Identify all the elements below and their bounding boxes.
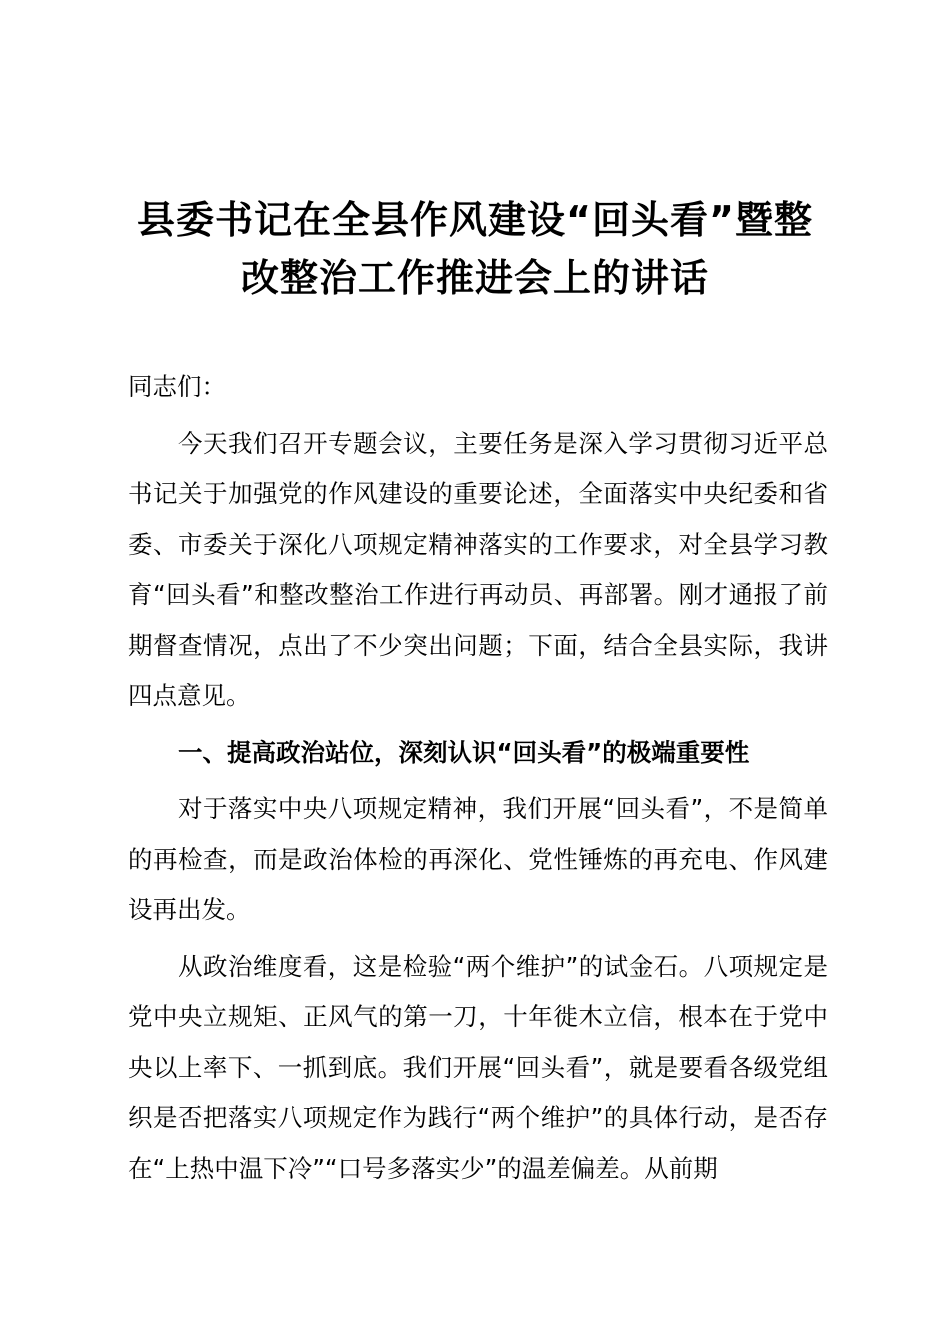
document-title: [120, 191, 830, 307]
paragraph-2: 从政治维度看，这是检验“两个维护”的试金石。八项规定是党中央立规矩、正风气的第一刀，十年徙木立信，根本在于党中央以上率下、一抓到底。我们开展“回头看”，就是要看各级党组织是否把落实八项规定作为践行“两个维护”的具体行动，是否存在“上热中温下冷”“口号多落实少”的温差偏差。从前期: [128, 951, 828, 1183]
greeting: 同志们：: [128, 372, 226, 401]
document-body: [128, 362, 828, 1194]
paragraph-1: 对于落实中央八项规定精神，我们开展“回头看”，不是简单的再检查，而是政治体检的再深化、党性锤炼的再充电、作风建设再出发。: [128, 794, 828, 924]
title-line-1: 县委书记在全县作风建设“回头看”暨整: [137, 198, 813, 242]
section-heading-1: 一、提高政治站位，深刻认识“回头看”的极端重要性: [178, 737, 750, 767]
title-line-2: 改整治工作推进会上的讲话: [240, 256, 709, 300]
paragraph-intro: 今天我们召开专题会议，主要任务是深入学习贯彻习近平总书记关于加强党的作风建设的重要论述，全面落实中央纪委和省委、市委关于深化八项规定精神落实的工作要求，对全县学习教育“回头看”和整改整治工作进行再动员、再部署。刚才通报了前期督查情况，点出了不少突出问题；下面，结合全县实际，我讲四点意见。: [128, 428, 828, 710]
